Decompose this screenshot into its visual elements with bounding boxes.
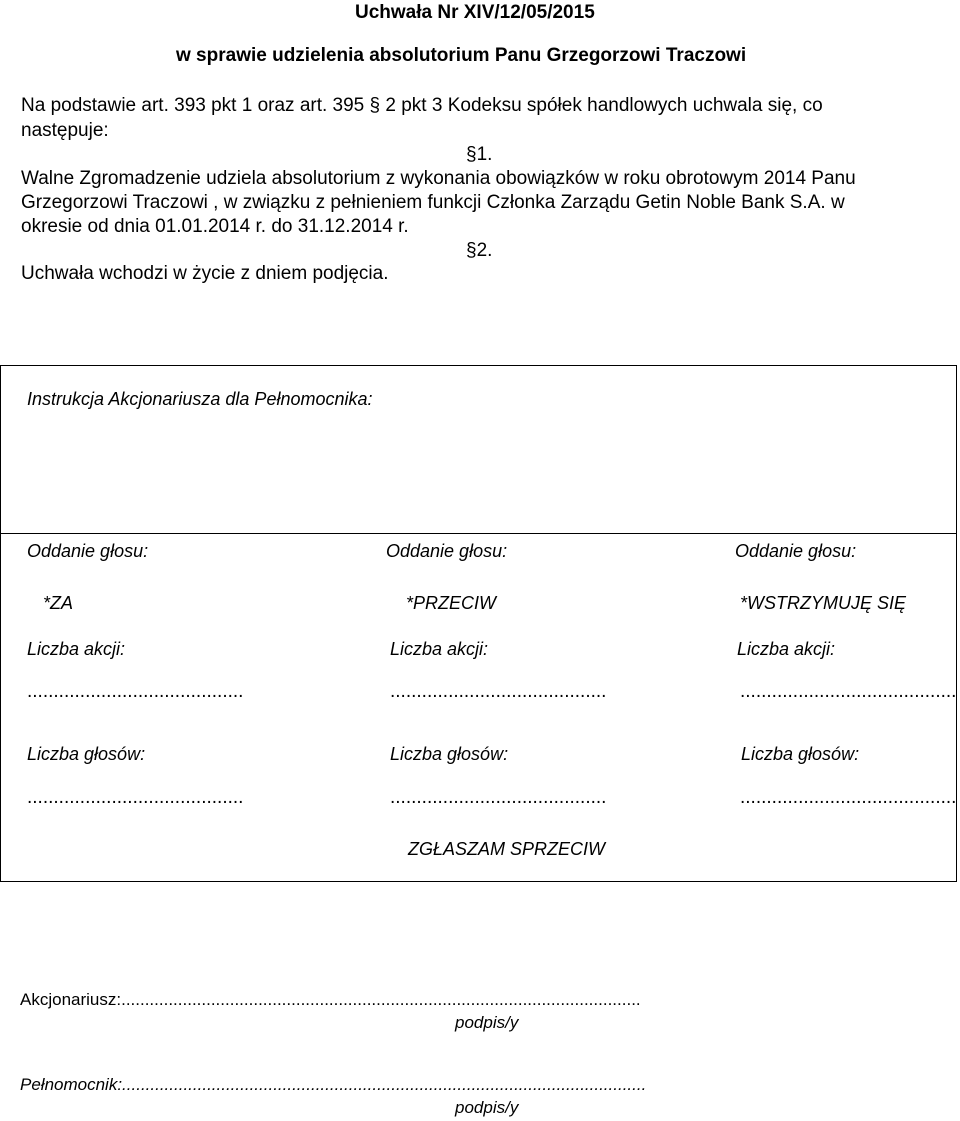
vote-abstain-votes-field[interactable]: .........................................: [740, 787, 957, 808]
vote-for-shares-field[interactable]: .........................................: [27, 681, 244, 702]
section-1-marker: §1.: [466, 144, 493, 165]
preamble-line-1: Na podstawie art. 393 pkt 1 oraz art. 395 § 2 pkt 3 Kodeksu spółek handlowych uchwala się, co: [21, 95, 823, 116]
vote-abstain-votes-label: Liczba głosów:: [741, 744, 860, 764]
instruction-heading: Instrukcja Akcjonariusza dla Pełnomocnika:: [27, 389, 373, 409]
shareholder-signature-caption: podpis/y: [455, 1013, 519, 1032]
section-2-marker: §2.: [466, 240, 493, 261]
section-sign-icon: §: [369, 95, 381, 116]
section-sign-icon: §: [466, 144, 477, 165]
vote-abstain-header: Oddanie głosu:: [735, 541, 857, 561]
objection-option[interactable]: ZGŁASZAM SPRZECIW: [408, 839, 606, 859]
vote-against-votes-label: Liczba głosów:: [390, 744, 509, 764]
resolution-subtitle: w sprawie udzielenia absolutorium Panu Grzegorzowi Traczowi: [176, 45, 747, 66]
vote-abstain-shares-field[interactable]: .........................................: [740, 681, 957, 702]
preamble-line-2: następuje:: [21, 120, 109, 141]
section-1-line-3: okresie od dnia 01.01.2014 r. do 31.12.2014 r.: [21, 216, 409, 237]
vote-abstain-option[interactable]: *WSTRZYMUJĘ SIĘ: [740, 593, 907, 613]
vote-against-votes-field[interactable]: .........................................: [390, 787, 607, 808]
vote-for-header: Oddanie głosu:: [27, 541, 149, 561]
vote-for-shares-label: Liczba akcji:: [27, 639, 126, 659]
resolution-title: Uchwała Nr XIV/12/05/2015: [355, 2, 595, 23]
shareholder-signature-line[interactable]: Akcjonariusz:..............................................................................................................: [20, 990, 641, 1009]
instruction-divider: [0, 533, 957, 534]
section-1-line-2: Grzegorzowi Traczowi , w związku z pełnieniem funkcji Członka Zarządu Getin Noble Bank S.A. w: [21, 192, 845, 213]
vote-against-header: Oddanie głosu:: [386, 541, 508, 561]
proxy-signature-line[interactable]: Pełnomocnik:...............................................................................................................: [20, 1075, 647, 1094]
vote-for-option[interactable]: *ZA: [43, 593, 74, 613]
section-sign-icon: §: [466, 240, 477, 261]
vote-against-shares-field[interactable]: .........................................: [390, 681, 607, 702]
vote-against-option[interactable]: *PRZECIW: [406, 593, 496, 613]
section-1-line-1: Walne Zgromadzenie udziela absolutorium z wykonania obowiązków w roku obrotowym 2014 Panu: [21, 168, 856, 189]
proxy-signature-caption: podpis/y: [455, 1098, 519, 1117]
vote-for-votes-label: Liczba głosów:: [27, 744, 146, 764]
vote-for-votes-field[interactable]: .........................................: [27, 787, 244, 808]
vote-against-shares-label: Liczba akcji:: [390, 639, 489, 659]
vote-abstain-shares-label: Liczba akcji:: [737, 639, 836, 659]
section-2-text: Uchwała wchodzi w życie z dniem podjęcia.: [21, 263, 389, 284]
